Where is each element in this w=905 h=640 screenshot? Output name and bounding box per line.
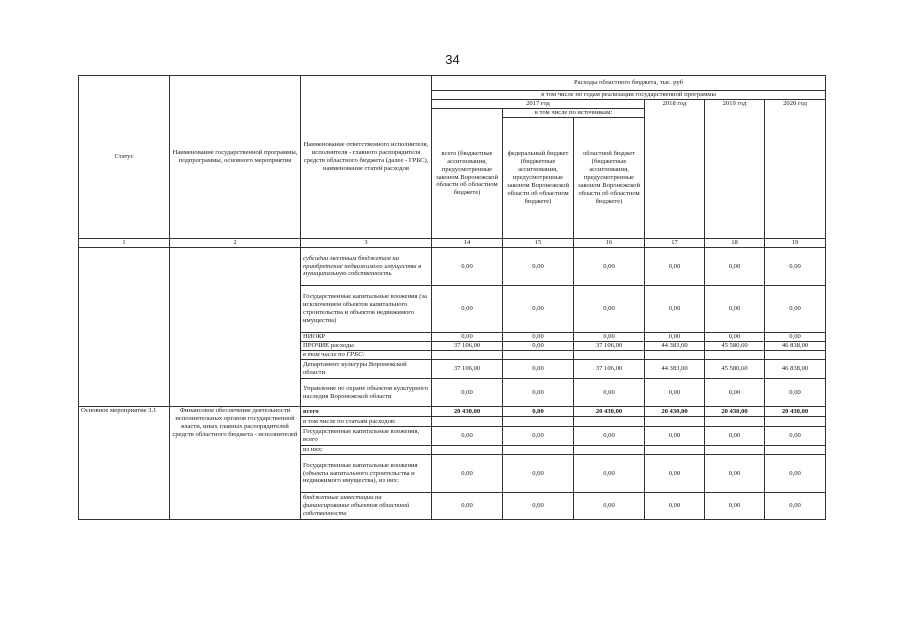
- value-cell-empty: [432, 417, 503, 427]
- table-row: [79, 248, 826, 286]
- value-cell-empty: [705, 417, 765, 427]
- value-cell: 0,00: [503, 286, 574, 333]
- program-cell-empty: [170, 333, 301, 342]
- value-cell-empty: [765, 351, 826, 360]
- value-cell: 0,00: [432, 427, 503, 446]
- colnum-19: 19: [765, 239, 826, 248]
- value-cell: 20 430,00: [432, 407, 503, 417]
- table-row: [79, 286, 826, 333]
- value-cell: 37 106,00: [432, 342, 503, 351]
- header-year-2018: 2018 год: [645, 100, 705, 239]
- value-cell: 0,00: [432, 493, 503, 520]
- value-cell: 46 838,00: [765, 360, 826, 379]
- value-cell: 0,00: [503, 427, 574, 446]
- value-cell: 0,00: [432, 286, 503, 333]
- value-cell: 0,00: [432, 455, 503, 493]
- value-cell-empty: [503, 417, 574, 427]
- value-cell-empty: [503, 351, 574, 360]
- colnum-14: 14: [432, 239, 503, 248]
- header-by-years: в том числе по годам реализации государственной программы: [432, 91, 826, 100]
- colnum-2: 2: [170, 239, 301, 248]
- row-label: в том числе по статьям расходов:: [301, 417, 432, 427]
- value-cell: 0,00: [705, 333, 765, 342]
- header-expenses-title: Расходы областного бюджета, тыс. руб: [432, 76, 826, 91]
- table-row: [79, 407, 826, 417]
- value-cell: 0,00: [645, 333, 705, 342]
- table-row: [79, 379, 826, 407]
- value-cell: 0,00: [765, 333, 826, 342]
- row-label: Государственные капитальные вложения (за исключением объектов капитального строительства и объектов недвижимого имущества): [301, 286, 432, 333]
- value-cell: 0,00: [705, 493, 765, 520]
- header-col-federal: федеральный бюджет (бюджетные ассигнования, предусмотренные законом Воронежской области об областном бюджете): [503, 118, 574, 239]
- value-cell-empty: [503, 446, 574, 455]
- value-cell: 44 383,00: [645, 360, 705, 379]
- table-row: [79, 351, 826, 360]
- value-cell-empty: [574, 446, 645, 455]
- value-cell: 0,00: [705, 379, 765, 407]
- value-cell: 0,00: [574, 333, 645, 342]
- value-cell: 0,00: [765, 286, 826, 333]
- header-executor-name: Наименование ответственного исполнителя, исполнителя - главного распорядителя средств областного бюджета (далее - ГРБС), наименование статей расходов: [301, 76, 432, 239]
- header-status: Статус: [79, 76, 170, 239]
- table-row: [79, 342, 826, 351]
- row-label: Управление по охране объектов культурного наследия Воронежской области: [301, 379, 432, 407]
- program-cell-empty: [170, 351, 301, 360]
- value-cell-empty: [765, 417, 826, 427]
- value-cell: 0,00: [503, 455, 574, 493]
- value-cell-empty: [645, 417, 705, 427]
- value-cell: 0,00: [765, 493, 826, 520]
- value-cell: 37 106,00: [574, 360, 645, 379]
- status-cell-empty: [79, 286, 170, 333]
- value-cell-empty: [645, 446, 705, 455]
- value-cell: 0,00: [574, 493, 645, 520]
- value-cell-empty: [765, 446, 826, 455]
- header-year-2019: 2019 год: [705, 100, 765, 239]
- row-label: НИОКР: [301, 333, 432, 342]
- header-year-2017: 2017 год: [432, 100, 645, 109]
- value-cell: 0,00: [765, 455, 826, 493]
- table-row: [79, 360, 826, 379]
- status-cell-empty: [79, 379, 170, 407]
- value-cell-empty: [432, 446, 503, 455]
- value-cell: 0,00: [765, 248, 826, 286]
- row-label: Государственные капитальные вложения (объекты капитального строительства и недвижимого имущества), из них:: [301, 455, 432, 493]
- program-cell-empty: [170, 379, 301, 407]
- row-label: из них:: [301, 446, 432, 455]
- colnum-18: 18: [705, 239, 765, 248]
- status-cell-empty: [79, 248, 170, 286]
- value-cell-empty: [432, 351, 503, 360]
- program-cell-empty: [170, 342, 301, 351]
- value-cell: 0,00: [503, 407, 574, 417]
- value-cell-empty: [645, 351, 705, 360]
- value-cell-empty: [574, 417, 645, 427]
- value-cell-empty: [705, 446, 765, 455]
- value-cell: 0,00: [503, 360, 574, 379]
- column-numbers-row: [79, 239, 826, 248]
- value-cell: 0,00: [503, 493, 574, 520]
- header-year-2020: 2020 год: [765, 100, 826, 239]
- colnum-1: 1: [79, 239, 170, 248]
- row-label: ПРОЧИЕ расходы: [301, 342, 432, 351]
- value-cell: 0,00: [574, 286, 645, 333]
- value-cell: 45 580,60: [705, 360, 765, 379]
- header-program-name: Наименование государственной программы, подпрограммы, основного мероприятия: [170, 76, 301, 239]
- value-cell: 0,00: [705, 455, 765, 493]
- header-col-total: всего (бюджетные ассигнования, предусмотренные законом Воронежской области об областном бюджете): [432, 109, 503, 239]
- value-cell: 0,00: [645, 379, 705, 407]
- row-label: бюджетные инвестиции на финансирование объектов областной собственности: [301, 493, 432, 520]
- value-cell: 0,00: [503, 342, 574, 351]
- page-number: 34: [445, 52, 460, 67]
- value-cell: 0,00: [645, 493, 705, 520]
- value-cell: 0,00: [503, 248, 574, 286]
- budget-table: [78, 75, 826, 520]
- value-cell: 37 106,00: [432, 360, 503, 379]
- row-label: субсидии местным бюджетам на приобретение недвижимого имущества в муниципальную собственность: [301, 248, 432, 286]
- row-label: всего: [301, 407, 432, 417]
- header-col-regional: областной бюджет (бюджетные ассигнования, предусмотренные законом Воронежской области об областном бюджете): [574, 118, 645, 239]
- colnum-16: 16: [574, 239, 645, 248]
- value-cell: 0,00: [503, 333, 574, 342]
- row-label: в том числе по ГРБС:: [301, 351, 432, 360]
- program-cell-empty: [170, 248, 301, 286]
- status-cell-empty: [79, 351, 170, 360]
- value-cell: 0,00: [574, 455, 645, 493]
- header-row-1: [79, 76, 826, 91]
- value-cell: 37 106,00: [574, 342, 645, 351]
- status-cell-empty: [79, 342, 170, 351]
- main-event-status: Основное мероприятие 3.1: [79, 407, 170, 520]
- colnum-15: 15: [503, 239, 574, 248]
- value-cell: 0,00: [645, 427, 705, 446]
- value-cell: 0,00: [645, 286, 705, 333]
- row-label: Департамент культуры Воронежской области: [301, 360, 432, 379]
- colnum-3: 3: [301, 239, 432, 248]
- status-cell-empty: [79, 360, 170, 379]
- value-cell: 0,00: [432, 333, 503, 342]
- colnum-17: 17: [645, 239, 705, 248]
- value-cell: 0,00: [645, 248, 705, 286]
- value-cell: 45 580,60: [705, 342, 765, 351]
- value-cell: 0,00: [765, 427, 826, 446]
- value-cell: 20 430,00: [574, 407, 645, 417]
- value-cell: 0,00: [705, 427, 765, 446]
- value-cell: 0,00: [645, 455, 705, 493]
- value-cell: 0,00: [503, 379, 574, 407]
- value-cell: 20 430,00: [705, 407, 765, 417]
- value-cell-empty: [574, 351, 645, 360]
- value-cell: 0,00: [574, 379, 645, 407]
- table-row: [79, 333, 826, 342]
- value-cell: 0,00: [765, 379, 826, 407]
- value-cell: 0,00: [574, 248, 645, 286]
- value-cell: 0,00: [432, 248, 503, 286]
- value-cell: 0,00: [705, 248, 765, 286]
- program-cell-empty: [170, 360, 301, 379]
- value-cell: 44 383,00: [645, 342, 705, 351]
- value-cell: 0,00: [705, 286, 765, 333]
- status-cell-empty: [79, 333, 170, 342]
- value-cell: 20 430,00: [765, 407, 826, 417]
- value-cell: 0,00: [432, 379, 503, 407]
- program-cell-empty: [170, 286, 301, 333]
- value-cell: 0,00: [574, 427, 645, 446]
- main-event-name: Финансовое обеспечение деятельности исполнительных органов государственной власти, иных главных распорядителей средств областного бюджета - исполнителей: [170, 407, 301, 520]
- value-cell: 20 430,00: [645, 407, 705, 417]
- value-cell: 46 838,00: [765, 342, 826, 351]
- header-by-sources: в том числе по источникам:: [503, 109, 645, 118]
- value-cell-empty: [705, 351, 765, 360]
- row-label: Государственные капитальные вложения, всего: [301, 427, 432, 446]
